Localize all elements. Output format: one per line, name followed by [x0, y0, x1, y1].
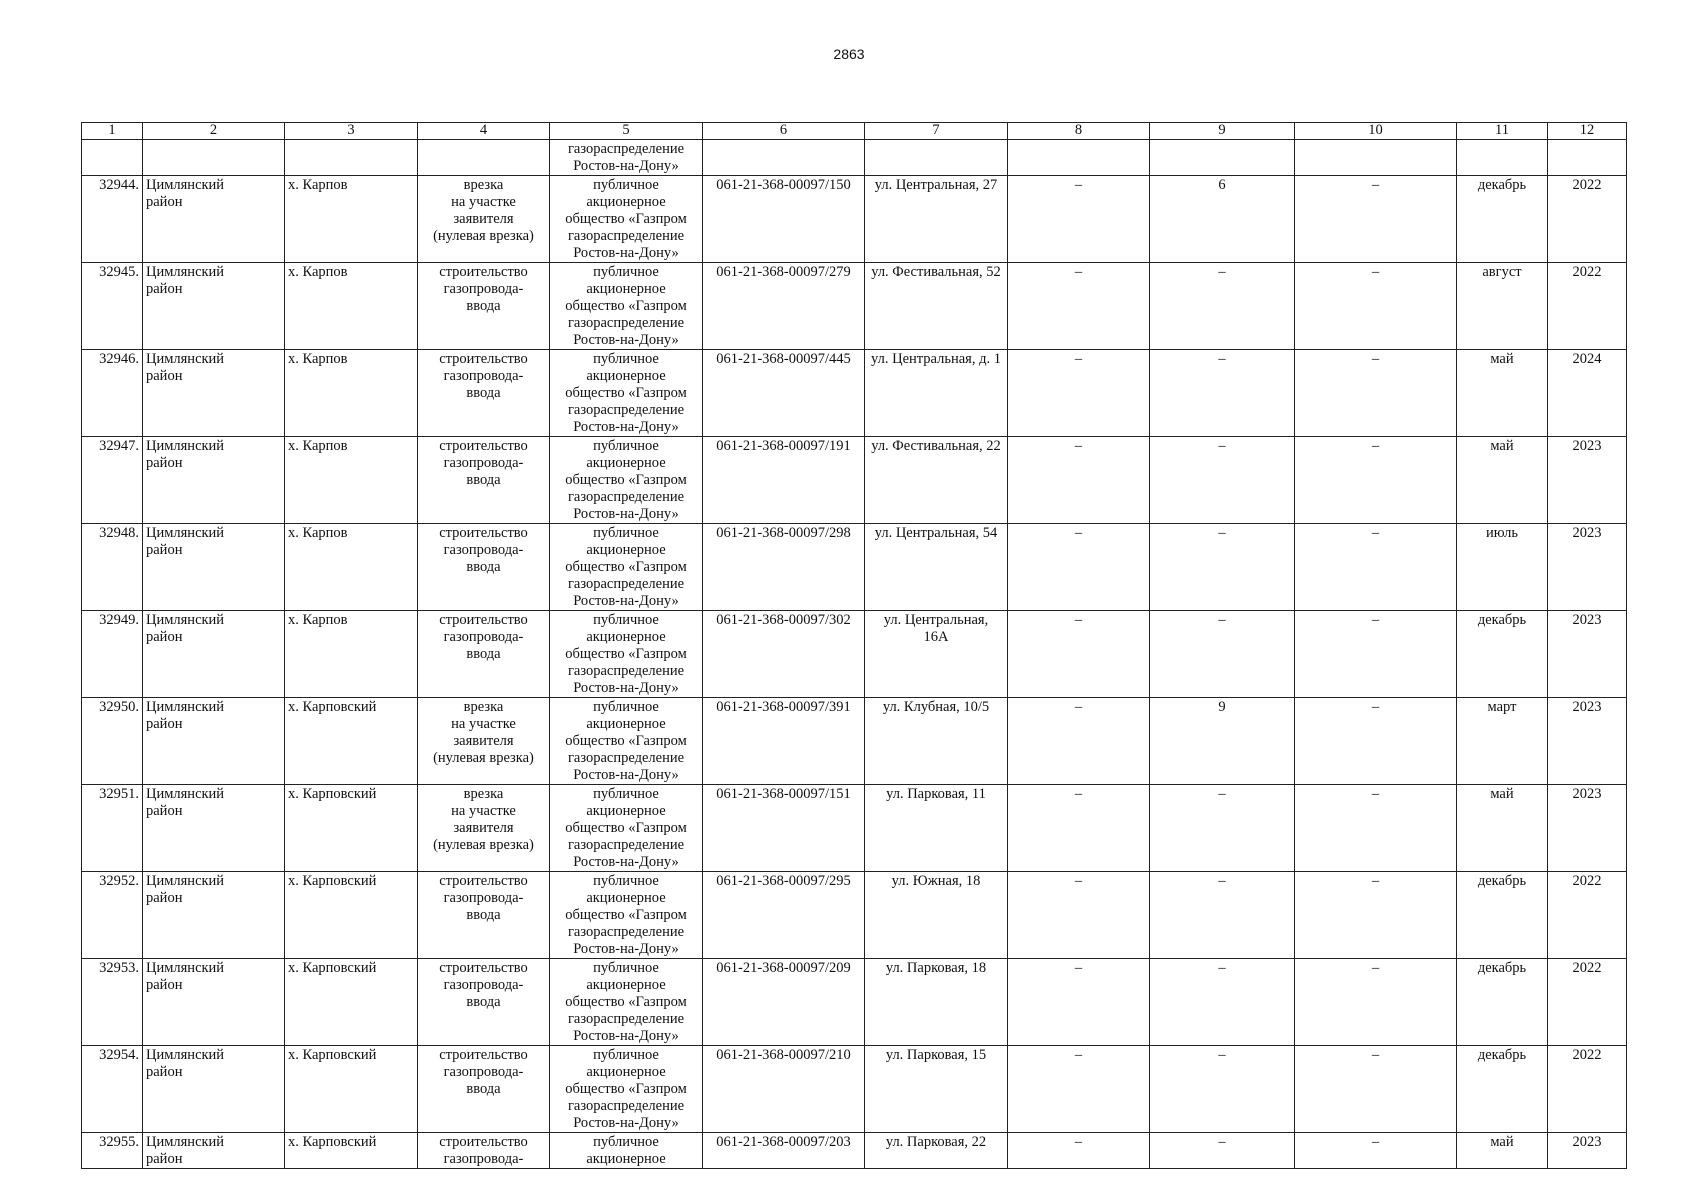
district-cell: Цимлянский район [143, 785, 285, 872]
org-cell: публичное акционерное общество «Газпром газораспределение Ростов-на-Дону» [550, 785, 703, 872]
table-row [82, 1046, 1627, 1133]
column-number: 4 [418, 123, 550, 140]
code-cell: 061-21-368-00097/210 [703, 1046, 865, 1133]
table-row [82, 698, 1627, 785]
work-type-cell: строительство газопровода- ввода [418, 872, 550, 959]
col9-cell: 6 [1150, 176, 1295, 263]
org-cell: публичное акционерное общество «Газпром газораспределение Ростов-на-Дону» [550, 263, 703, 350]
table-row [82, 872, 1627, 959]
address-cell: ул. Парковая, 11 [865, 785, 1008, 872]
address-cell: ул. Центральная, 54 [865, 524, 1008, 611]
code-cell: 061-21-368-00097/302 [703, 611, 865, 698]
settlement-cell: х. Карпов [285, 350, 418, 437]
month-cell: декабрь [1457, 872, 1548, 959]
district-cell: Цимлянский район [143, 1133, 285, 1169]
district-cell: Цимлянский район [143, 1046, 285, 1133]
org-cell: публичное акционерное общество «Газпром газораспределение Ростов-на-Дону» [550, 698, 703, 785]
column-number: 8 [1008, 123, 1150, 140]
table-row [82, 611, 1627, 698]
column-number-row [82, 123, 1627, 140]
row-number: 32954. [82, 1046, 143, 1133]
year-cell: 2023 [1548, 698, 1627, 785]
settlement-cell: х. Карповский [285, 1046, 418, 1133]
org-cell: публичное акционерное общество «Газпром газораспределение Ростов-на-Дону» [550, 959, 703, 1046]
settlement-cell: х. Карпов [285, 263, 418, 350]
work-type-cell: строительство газопровода- ввода [418, 263, 550, 350]
col9-cell: – [1150, 524, 1295, 611]
row-number: 32946. [82, 350, 143, 437]
col9-cell: – [1150, 872, 1295, 959]
work-type-cell: врезка на участке заявителя (нулевая врезка) [418, 785, 550, 872]
table-row [82, 350, 1627, 437]
col8-cell: – [1008, 350, 1150, 437]
code-cell: 061-21-368-00097/445 [703, 350, 865, 437]
col10-cell: – [1295, 263, 1457, 350]
code-cell: 061-21-368-00097/209 [703, 959, 865, 1046]
work-type-cell: строительство газопровода- ввода [418, 350, 550, 437]
year-cell: 2024 [1548, 350, 1627, 437]
page-number: 2863 [833, 46, 865, 62]
col9-cell: – [1150, 785, 1295, 872]
address-cell: ул. Фестивальная, 52 [865, 263, 1008, 350]
year-cell: 2023 [1548, 611, 1627, 698]
year-cell: 2023 [1548, 524, 1627, 611]
address-cell: ул. Парковая, 15 [865, 1046, 1008, 1133]
col9-cell: – [1150, 1046, 1295, 1133]
col9-cell: – [1150, 959, 1295, 1046]
year-cell: 2022 [1548, 263, 1627, 350]
data-table [81, 122, 1627, 1169]
district-cell: Цимлянский район [143, 176, 285, 263]
month-cell: август [1457, 263, 1548, 350]
year-cell: 2023 [1548, 1133, 1627, 1169]
month-cell: май [1457, 785, 1548, 872]
district-cell: Цимлянский район [143, 524, 285, 611]
row-number: 32944. [82, 176, 143, 263]
col9-cell: 9 [1150, 698, 1295, 785]
col8-cell: – [1008, 1133, 1150, 1169]
year-cell: 2022 [1548, 1046, 1627, 1133]
code-cell: 061-21-368-00097/191 [703, 437, 865, 524]
row-number: 32947. [82, 437, 143, 524]
settlement-cell: х. Карпов [285, 437, 418, 524]
table-row [82, 959, 1627, 1046]
code-cell: 061-21-368-00097/298 [703, 524, 865, 611]
month-cell: май [1457, 1133, 1548, 1169]
address-cell: ул. Центральная, 27 [865, 176, 1008, 263]
row-number: 32951. [82, 785, 143, 872]
col8-cell: – [1008, 176, 1150, 263]
month-cell: декабрь [1457, 176, 1548, 263]
table-row [82, 437, 1627, 524]
district-cell: Цимлянский район [143, 611, 285, 698]
month-cell: июль [1457, 524, 1548, 611]
district-cell: Цимлянский район [143, 698, 285, 785]
column-number: 10 [1295, 123, 1457, 140]
col10-cell: – [1295, 1133, 1457, 1169]
col10-cell: – [1295, 1046, 1457, 1133]
col10-cell: – [1295, 176, 1457, 263]
year-cell: 2022 [1548, 872, 1627, 959]
address-cell: ул. Южная, 18 [865, 872, 1008, 959]
settlement-cell: х. Карпов [285, 611, 418, 698]
district-cell: Цимлянский район [143, 959, 285, 1046]
col8-cell: – [1008, 785, 1150, 872]
row-number: 32953. [82, 959, 143, 1046]
code-cell: 061-21-368-00097/295 [703, 872, 865, 959]
column-number: 12 [1548, 123, 1627, 140]
continuation-row [82, 140, 1627, 176]
col9-cell: – [1150, 263, 1295, 350]
code-cell: 061-21-368-00097/150 [703, 176, 865, 263]
month-cell: декабрь [1457, 1046, 1548, 1133]
column-number: 1 [82, 123, 143, 140]
work-type-cell: строительство газопровода- ввода [418, 524, 550, 611]
col10-cell: – [1295, 350, 1457, 437]
row-number: 32952. [82, 872, 143, 959]
org-cell: публичное акционерное общество «Газпром газораспределение Ростов-на-Дону» [550, 176, 703, 263]
month-cell: декабрь [1457, 959, 1548, 1046]
col10-cell: – [1295, 611, 1457, 698]
settlement-cell: х. Карповский [285, 785, 418, 872]
row-number: 32955. [82, 1133, 143, 1169]
column-number: 3 [285, 123, 418, 140]
row-number: 32950. [82, 698, 143, 785]
col8-cell: – [1008, 872, 1150, 959]
org-cell: публичное акционерное общество «Газпром газораспределение Ростов-на-Дону» [550, 872, 703, 959]
year-cell: 2022 [1548, 176, 1627, 263]
row-number: 32945. [82, 263, 143, 350]
column-number: 11 [1457, 123, 1548, 140]
col8-cell: – [1008, 1046, 1150, 1133]
table-row [82, 785, 1627, 872]
col9-cell: – [1150, 437, 1295, 524]
district-cell: Цимлянский район [143, 263, 285, 350]
row-number: 32948. [82, 524, 143, 611]
org-cell: публичное акционерное общество «Газпром газораспределение Ростов-на-Дону» [550, 611, 703, 698]
table-row [82, 1133, 1627, 1169]
settlement-cell: х. Карповский [285, 959, 418, 1046]
district-cell: Цимлянский район [143, 437, 285, 524]
address-cell: ул. Клубная, 10/5 [865, 698, 1008, 785]
col10-cell: – [1295, 437, 1457, 524]
col10-cell: – [1295, 872, 1457, 959]
org-cell: публичное акционерное общество «Газпром газораспределение Ростов-на-Дону» [550, 350, 703, 437]
month-cell: декабрь [1457, 611, 1548, 698]
address-cell: ул. Парковая, 18 [865, 959, 1008, 1046]
col9-cell: – [1150, 611, 1295, 698]
district-cell: Цимлянский район [143, 350, 285, 437]
col10-cell: – [1295, 959, 1457, 1046]
work-type-cell: строительство газопровода- ввода [418, 611, 550, 698]
col9-cell: – [1150, 1133, 1295, 1169]
org-cell: публичное акционерное общество «Газпром газораспределение Ростов-на-Дону» [550, 1046, 703, 1133]
col8-cell: – [1008, 437, 1150, 524]
work-type-cell: строительство газопровода- ввода [418, 959, 550, 1046]
address-cell: ул. Центральная, д. 1 [865, 350, 1008, 437]
address-cell: ул. Парковая, 22 [865, 1133, 1008, 1169]
month-cell: май [1457, 350, 1548, 437]
column-number: 7 [865, 123, 1008, 140]
address-cell: ул. Фестивальная, 22 [865, 437, 1008, 524]
column-number: 2 [143, 123, 285, 140]
code-cell: 061-21-368-00097/203 [703, 1133, 865, 1169]
address-cell: ул. Центральная, 16А [865, 611, 1008, 698]
code-cell: 061-21-368-00097/151 [703, 785, 865, 872]
settlement-cell: х. Карпов [285, 524, 418, 611]
work-type-cell: врезка на участке заявителя (нулевая врезка) [418, 698, 550, 785]
col8-cell: – [1008, 959, 1150, 1046]
table-row [82, 263, 1627, 350]
year-cell: 2023 [1548, 437, 1627, 524]
year-cell: 2022 [1548, 959, 1627, 1046]
code-cell: 061-21-368-00097/279 [703, 263, 865, 350]
month-cell: март [1457, 698, 1548, 785]
column-number: 6 [703, 123, 865, 140]
month-cell: май [1457, 437, 1548, 524]
column-number: 9 [1150, 123, 1295, 140]
org-cell: публичное акционерное [550, 1133, 703, 1169]
settlement-cell: х. Карповский [285, 1133, 418, 1169]
col10-cell: – [1295, 785, 1457, 872]
work-type-cell: строительство газопровода- ввода [418, 437, 550, 524]
settlement-cell: х. Карпов [285, 176, 418, 263]
settlement-cell: х. Карповский [285, 872, 418, 959]
work-type-cell: строительство газопровода- [418, 1133, 550, 1169]
col8-cell: – [1008, 524, 1150, 611]
col10-cell: – [1295, 524, 1457, 611]
district-cell: Цимлянский район [143, 872, 285, 959]
work-type-cell: врезка на участке заявителя (нулевая врезка) [418, 176, 550, 263]
work-type-cell: строительство газопровода- ввода [418, 1046, 550, 1133]
table-row [82, 524, 1627, 611]
org-cell: публичное акционерное общество «Газпром газораспределение Ростов-на-Дону» [550, 437, 703, 524]
settlement-cell: х. Карповский [285, 698, 418, 785]
col9-cell: – [1150, 350, 1295, 437]
col8-cell: – [1008, 263, 1150, 350]
year-cell: 2023 [1548, 785, 1627, 872]
org-cell: публичное акционерное общество «Газпром газораспределение Ростов-на-Дону» [550, 524, 703, 611]
column-number: 5 [550, 123, 703, 140]
row-number: 32949. [82, 611, 143, 698]
org-cell: газораспределение Ростов-на-Дону» [550, 140, 703, 176]
col8-cell: – [1008, 611, 1150, 698]
code-cell: 061-21-368-00097/391 [703, 698, 865, 785]
col8-cell: – [1008, 698, 1150, 785]
col10-cell: – [1295, 698, 1457, 785]
table-row [82, 176, 1627, 263]
